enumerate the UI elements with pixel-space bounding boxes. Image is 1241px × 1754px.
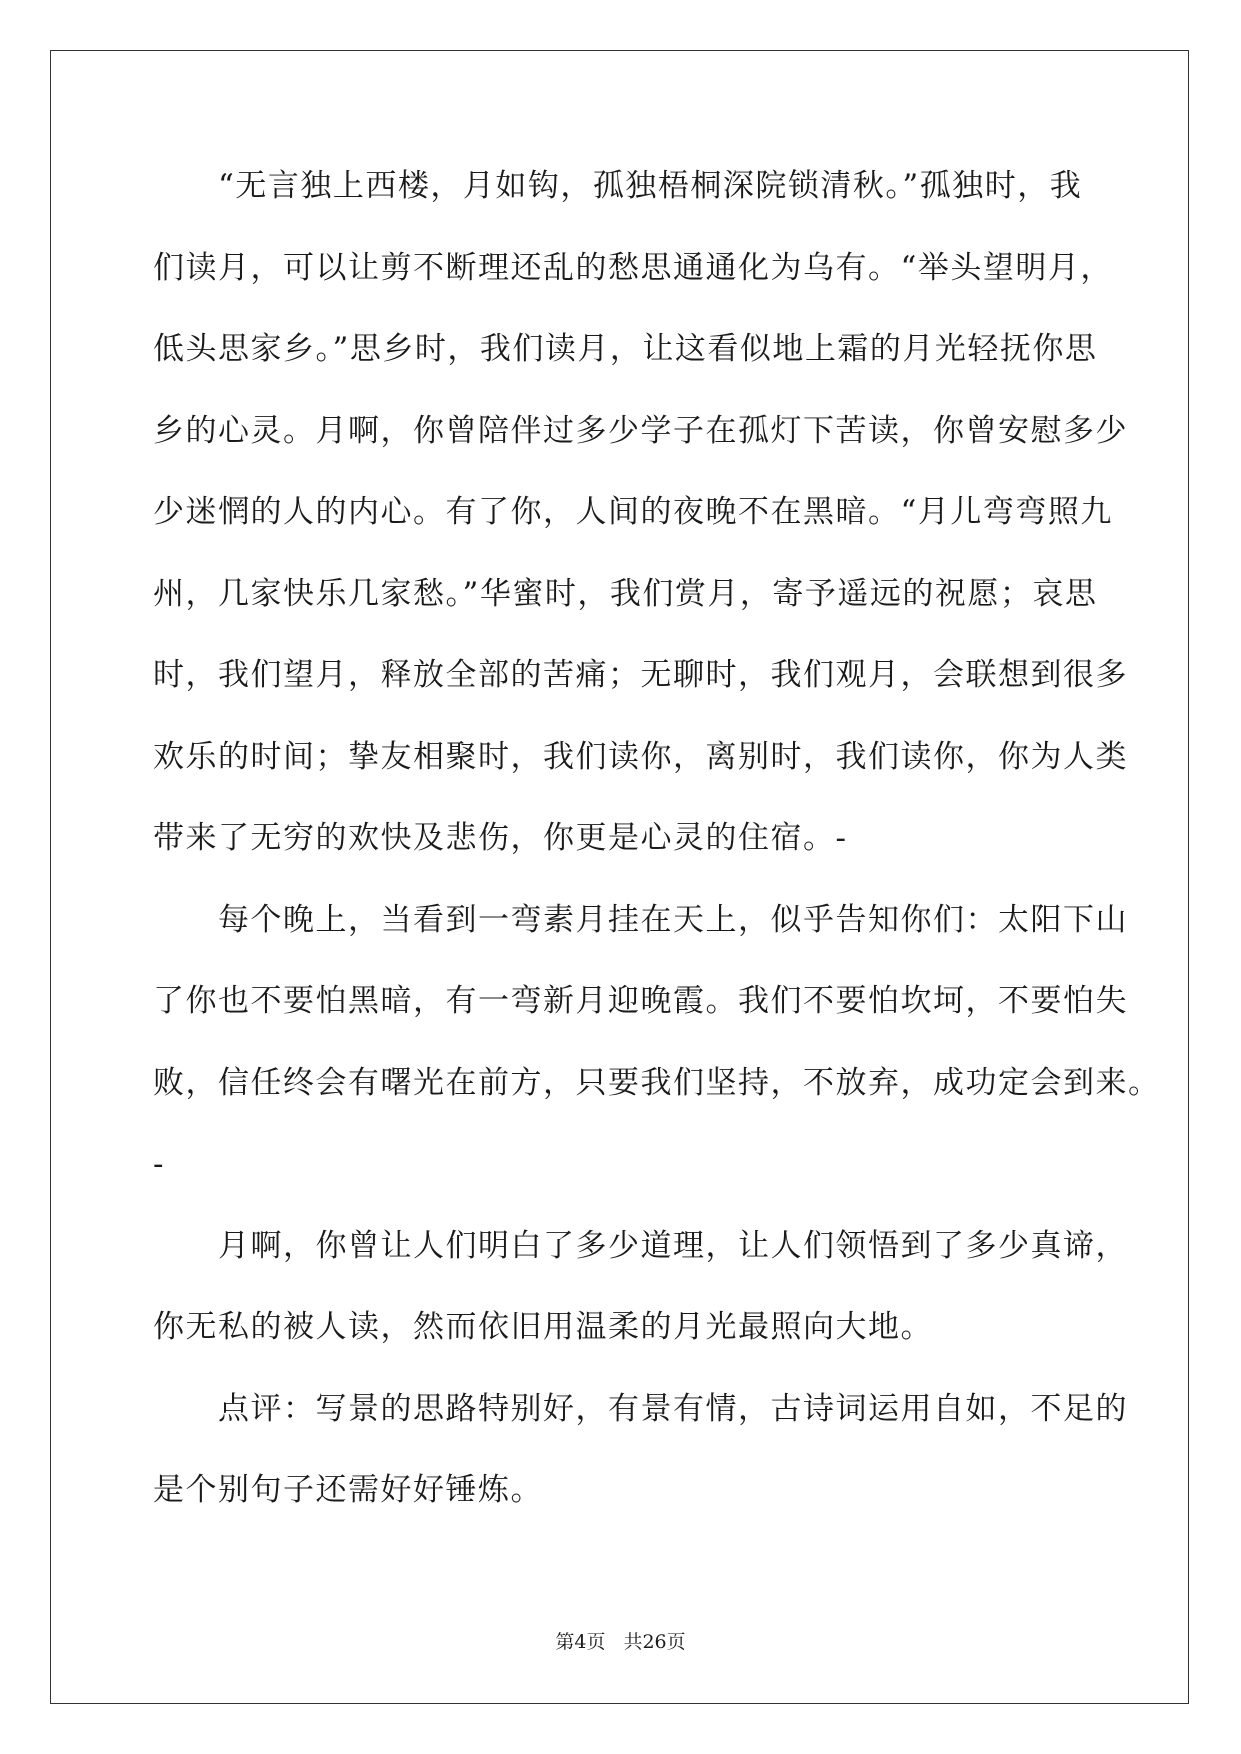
text-line: 低头思家乡。”思乡时，我们读月，让这看似地上霜的月光轻抚你思 xyxy=(153,331,1098,367)
text-line: 时，我们望月，释放全部的苦痛；无聊时，我们观月，会联想到很多 xyxy=(153,657,1128,693)
text-line: 月啊，你曾让人们明白了多少道理，让人们领悟到了多少真谛， xyxy=(153,1227,1128,1264)
text-line: 是个别句子还需好好锤炼。 xyxy=(153,1472,543,1508)
text-line: 乡的心灵。月啊，你曾陪伴过多少学子在孤灯下苦读，你曾安慰多少 xyxy=(153,412,1128,449)
text-line: 点评：写景的思路特别好，有景有情，古诗词运用自如，不足的 xyxy=(153,1390,1128,1427)
text-line: 每个晚上，当看到一弯素月挂在天上，似乎告知你们：太阳下山 xyxy=(153,901,1128,938)
text-line: 欢乐的时间；挚友相聚时，我们读你，离别时，我们读你，你为人类 xyxy=(153,738,1128,775)
text-line: - xyxy=(153,1146,165,1182)
text-line: 带来了无穷的欢快及悲伤，你更是心灵的住宿。- xyxy=(153,820,848,856)
text-line: 州，几家快乐几家愁。”华蜜时，我们赏月，寄予遥远的祝愿；哀思 xyxy=(153,575,1098,612)
page-footer xyxy=(0,1629,1241,1655)
text-line: “无言独上西楼，月如钩，孤独梧桐深院锁清秋。”孤独时，我 xyxy=(153,168,1083,204)
text-line: 败，信任终会有曙光在前方，只要我们坚持，不放弃，成功定会到来。 xyxy=(153,1064,1161,1101)
total-pages: 共26页 xyxy=(623,1631,686,1653)
text-line: 了你也不要怕黑暗，有一弯新月迎晚霞。我们不要怕坎坷，不要怕失 xyxy=(153,983,1128,1019)
text-line: 们读月，可以让剪不断理还乱的愁思通通化为乌有。“举头望明月， xyxy=(153,249,1113,286)
text-line: 你无私的被人读，然而依旧用温柔的月光最照向大地。 xyxy=(153,1309,933,1345)
text-line: 少迷惘的人的内心。有了你，人间的夜晚不在黑暗。“月儿弯弯照九 xyxy=(153,494,1113,530)
current-page-number: 第4页 xyxy=(555,1631,606,1653)
document-body xyxy=(153,160,1161,1546)
